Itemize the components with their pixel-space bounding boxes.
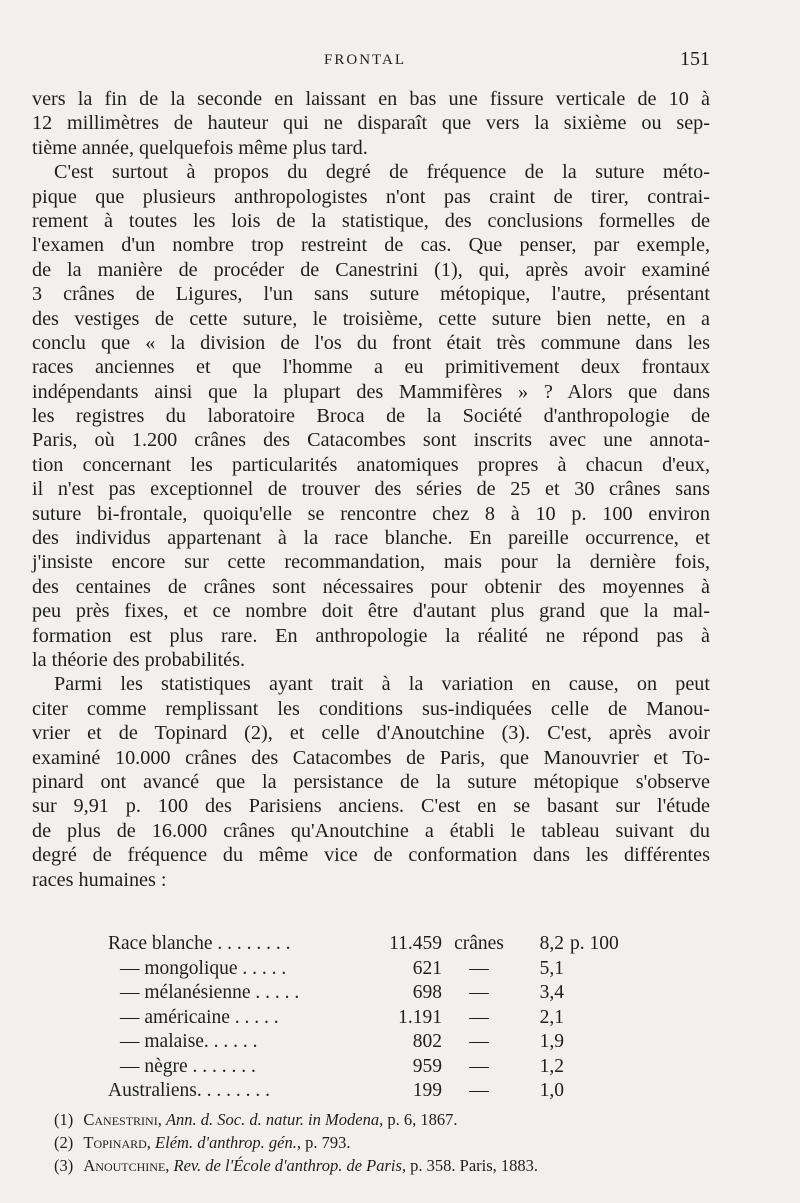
unit: — [469,1080,489,1101]
footnote-work: Ann. d. Soc. d. natur. in Modena, [165,1110,384,1129]
per-unit: p. 100 [570,933,619,954]
skull-count: 1.191 [398,1006,442,1028]
skull-count: 199 [412,1080,442,1101]
text-line: 12 millimètres de hauteur qui ne disparaît que vers la sixième ou sep- [32,112,710,135]
text-line: sur 9,91 p. 100 des Parisiens anciens. C'est en se basant sur l'étude [32,795,710,818]
text-line: conclu que « la division de l'os du front était très commune dans les [32,331,710,354]
text-line: examiné 10.000 crânes des Catacombes de Paris, que Manouvrier et To- [32,746,710,769]
body-text [32,87,710,892]
text-line: races humaines : [32,868,167,891]
race-label: — américaine . . . . . [120,1006,279,1028]
frequency-value: 1,2 [539,1055,564,1077]
text-line: de la manière de procéder de Canestrini (1), qui, après avoir examiné [32,258,710,281]
frequency-value: 1,0 [539,1080,564,1101]
skull-count: 698 [412,982,442,1003]
text-line: formation est plus rare. En anthropologie la réalité ne répond pas à [32,624,710,647]
table-row [108,932,668,957]
footnote-rest: p. 793. [305,1133,351,1152]
footnote-work: Rev. de l'École d'anthrop. de Paris, [173,1156,407,1175]
unit: — [469,1031,489,1052]
text-line: Parmi les statistiques ayant trait à la variation en cause, on peut [54,673,710,696]
frequency-table [108,932,668,1104]
text-line: les registres du laboratoire Broca de la Société d'anthropologie de [32,405,710,428]
footnote-marker: (2) [54,1133,74,1152]
footnote [54,1154,704,1177]
footnote-marker: (3) [54,1156,74,1175]
text-line: degré de fréquence du même vice de conformation dans les différentes [32,844,710,867]
frequency-value: 3,4 [539,982,564,1003]
text-line: vers la fin de la seconde en laissant en bas une fissure verticale de 10 à [32,88,710,110]
unit: — [469,1055,489,1077]
table-row [108,1055,668,1080]
table-row [108,957,668,982]
footnote [54,1108,704,1131]
footnote-rest: p. 358. Paris, 1883. [410,1156,539,1175]
page-number: 151 [680,48,710,70]
race-label: Australiens. . . . . . . . [108,1080,270,1101]
race-label: Race blanche . . . . . . . . [108,933,291,954]
skull-count: 621 [412,957,442,979]
unit: — [469,957,489,979]
text-line: C'est surtout à propos du degré de fréquence de la suture méto- [54,161,710,184]
text-line: de plus de 16.000 crânes qu'Anoutchine a établi le tableau suivant du [32,819,710,842]
text-line: des individus appartenant à la race blanche. En pareille occurrence, et [32,527,710,550]
unit: — [469,1006,489,1028]
frequency-value: 2,1 [539,1006,564,1028]
skull-count: 802 [412,1031,442,1052]
text-line: des centaines de crânes sont nécessaires pour obtenir des moyennes à [32,575,710,598]
text-line: indépendants ainsi que la plupart des Mammifères » ? Alors que dans [32,380,710,403]
text-line: pique que plusieurs anthropologistes n'ont pas craint de tirer, contrai- [32,185,710,208]
footnote [54,1131,704,1154]
footnote-author: Topinard, [83,1133,151,1152]
footnotes [54,1108,704,1177]
text-line: peu près fixes, et ce nombre doit être d'autant plus grand que la mal- [32,600,710,623]
footnote-work: Elém. d'anthrop. gén., [155,1133,301,1152]
table-row [108,1079,668,1104]
text-line: tion concernant les particularités anatomiques propres à chacun d'eux, [32,453,710,476]
race-label: — malaise. . . . . . [120,1031,258,1052]
text-line: tième année, quelquefois même plus tard. [32,136,368,159]
race-label: — mélanésienne . . . . . [120,982,300,1003]
text-line: rement à toutes les lois de la statistique, des conclusions formelles de [32,209,710,232]
table-row [108,1030,668,1055]
text-line: j'insiste encore sur cette recommandation, mais pour la dernière fois, [32,551,710,574]
frequency-value: 5,1 [539,957,564,979]
frequency-value: 1,9 [539,1031,564,1052]
race-label: — mongolique . . . . . [120,957,287,979]
skull-count: 11.459 [389,933,442,954]
text-line: l'examen d'un nombre trop restreint de cas. Que penser, par exemple, [32,234,710,257]
text-line: pinard ont avancé que la persistance de la suture métopique s'observe [32,770,710,793]
text-line: des vestiges de cette suture, le troisième, cette suture bien nette, en a [32,307,710,330]
text-line: Paris, où 1.200 crânes des Catacombes sont inscrits avec une annota- [32,429,710,452]
page-header [0,48,800,74]
skull-count: 959 [412,1055,442,1077]
table-row [108,1006,668,1031]
footnote-author: Anoutchine, [83,1156,170,1175]
text-line: il n'est pas exceptionnel de trouver des séries de 25 et 30 crânes sans [32,478,710,501]
footnote-rest: p. 6, 1867. [387,1110,458,1129]
text-line: suture bi-frontale, quoiqu'elle se rencontre chez 8 à 10 p. 100 environ [32,502,710,525]
footnote-author: Canestrini, [83,1110,162,1129]
race-label: — nègre . . . . . . . [120,1055,256,1077]
table-row [108,981,668,1006]
text-line: 3 crânes de Ligures, l'un sans suture métopique, l'autre, présentant [32,283,710,306]
text-line: vrier et de Topinard (2), et celle d'Anoutchine (3). C'est, après avoir [32,722,710,745]
text-line: races anciennes et que l'homme a eu primitivement deux frontaux [32,356,710,379]
unit: crânes [454,933,504,954]
text-line: la théorie des probabilités. [32,648,246,671]
footnote-marker: (1) [54,1110,74,1129]
frequency-value: 8,2 [539,933,564,954]
unit: — [469,982,489,1003]
text-line: citer comme remplissant les conditions sus-indiquées celle de Manou- [32,697,710,720]
running-title: FRONTAL [324,52,406,68]
